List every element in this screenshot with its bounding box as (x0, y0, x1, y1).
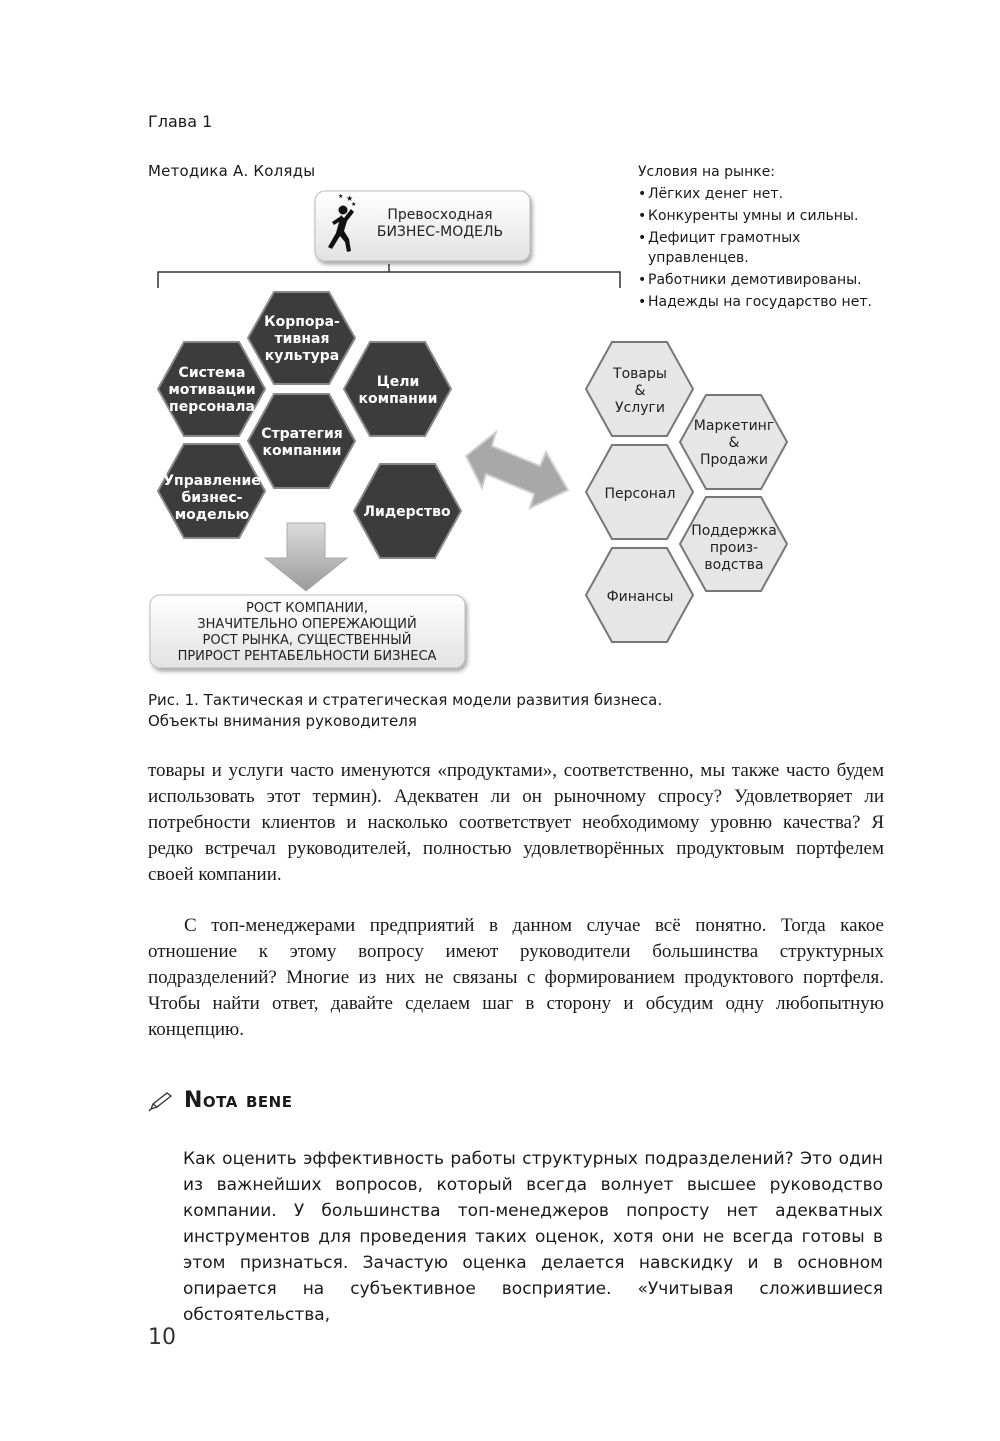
hex-culture (248, 292, 355, 384)
strategic-model (158, 292, 461, 558)
nota-bene-text: Как оценить эффективность работы структурных подразделений? Это один из важнейших вопросов, который всегда волнует высшее руководство компании. У большинства топ-менеджеров попросту нет адекватных инструментов для проведения таких оценок, хотя они не всегда готовы в этом признаться. Зачастую оценка делается навскидку и в основном опирается на субъективное восприятие. «Учитывая сложившиеся обстоятельства, (183, 1149, 883, 1325)
svg-text:&: & (634, 383, 646, 399)
hex-goals (344, 342, 451, 436)
condition-item: • Надежды на государство нет. (638, 292, 938, 312)
hex-marketing (680, 395, 787, 489)
svg-text:Лидерство: Лидерство (363, 504, 451, 520)
growth-line: РОСТ РЫНКА, СУЩЕСТВЕННЫЙ (202, 633, 412, 648)
growth-line: РОСТ КОМПАНИИ, (246, 601, 368, 616)
body-paragraph-1: товары и услуги часто именуются «продуктами», соответственно, мы также часто будем использовать этот термин). Адекватен ли он рыночному спросу? Удовлетворяет ли потребности клиентов и насколько соответствует необходимому уровню качества? Я редко встречал руководителей, полностью удовлетворённых продуктовым портфелем своей компании. (148, 760, 884, 885)
growth-line: ЗНАЧИТЕЛЬНО ОПЕРЕЖАЮЩИЙ (197, 617, 417, 632)
business-model-diagram (0, 0, 1000, 700)
svg-text:произ-: произ- (709, 540, 759, 556)
hex-leadership (354, 464, 461, 558)
top-box-line2: БИЗНЕС-МОДЕЛЬ (376, 224, 504, 240)
page-number: 10 (148, 1325, 176, 1350)
caption-line: Рис. 1. Тактическая и стратегическая модели развития бизнеса. (148, 691, 663, 709)
double-arrow-icon (466, 432, 568, 508)
svg-text:Цели: Цели (376, 374, 420, 390)
condition-item: • Лёгких денег нет. (638, 184, 938, 204)
growth-line: ПРИРОСТ РЕНТАБЕЛЬНОСТИ БИЗНЕСА (177, 649, 437, 664)
svg-text:бизнес-: бизнес- (181, 490, 243, 506)
pencil-icon (148, 1090, 174, 1112)
svg-text:Продажи: Продажи (700, 452, 768, 468)
body-paragraph-2: С топ-менеджерами предприятий в данном случае всё понятно. Тогда какое отношение к этому вопросу имеют руководители большинства структурных подразделений? Многие из них не связаны с формированием продуктового портфеля. Чтобы найти ответ, давайте сделаем шаг в сторону и обсудим одну любопытную концепцию. (148, 915, 884, 1040)
svg-text:компании: компании (262, 443, 342, 459)
svg-text:водства: водства (704, 557, 764, 573)
conditions-title: Условия на рынке: (638, 164, 776, 180)
svg-text:персонала: персонала (169, 399, 255, 415)
condition-item: • Конкуренты умны и сильны. (638, 206, 938, 226)
svg-text:компании: компании (358, 391, 438, 407)
svg-text:тивная: тивная (274, 331, 330, 347)
condition-item: • Дефицит грамотных управленцев. (638, 228, 838, 268)
figure-caption (148, 690, 662, 732)
nota-bene-heading (148, 1088, 292, 1113)
method-label: Методика А. Коляды (148, 162, 316, 180)
bracket (158, 264, 620, 288)
svg-text:Финансы: Финансы (606, 589, 674, 605)
hex-motivation (158, 342, 265, 436)
svg-text:Система: Система (178, 365, 246, 381)
svg-text:Услуги: Услуги (615, 400, 665, 416)
svg-text:Персонал: Персонал (604, 486, 676, 502)
hex-goods (586, 342, 693, 436)
svg-text:Стратегия: Стратегия (261, 426, 343, 442)
svg-text:мотивации: мотивации (168, 382, 256, 398)
hex-management (158, 444, 265, 538)
condition-item: • Работники демотивированы. (638, 270, 938, 290)
hex-personnel (586, 445, 693, 539)
growth-box (150, 595, 465, 668)
svg-text:★: ★ (351, 201, 357, 208)
svg-text:Управление: Управление (163, 473, 261, 489)
hex-support (680, 497, 787, 591)
svg-text:культура: культура (264, 348, 340, 364)
nota-title: Nota bene (184, 1088, 293, 1113)
svg-text:★: ★ (338, 193, 344, 200)
svg-text:Поддержка: Поддержка (691, 523, 777, 539)
chapter-label: Глава 1 (148, 112, 213, 131)
top-box-line1: Превосходная (387, 207, 493, 223)
svg-text:★: ★ (346, 194, 354, 203)
svg-text:Маркетинг: Маркетинг (693, 418, 775, 434)
svg-text:Товары: Товары (613, 366, 667, 382)
hex-strategy (248, 394, 355, 488)
down-arrow-icon (265, 523, 347, 591)
svg-text:Корпора-: Корпора- (264, 314, 340, 330)
caption-line: Объекты внимания руководителя (148, 712, 417, 730)
svg-text:&: & (728, 435, 740, 451)
tactical-model (586, 342, 787, 642)
svg-text:моделью: моделью (174, 507, 250, 523)
hex-finance (586, 548, 693, 642)
top-box (315, 191, 530, 261)
